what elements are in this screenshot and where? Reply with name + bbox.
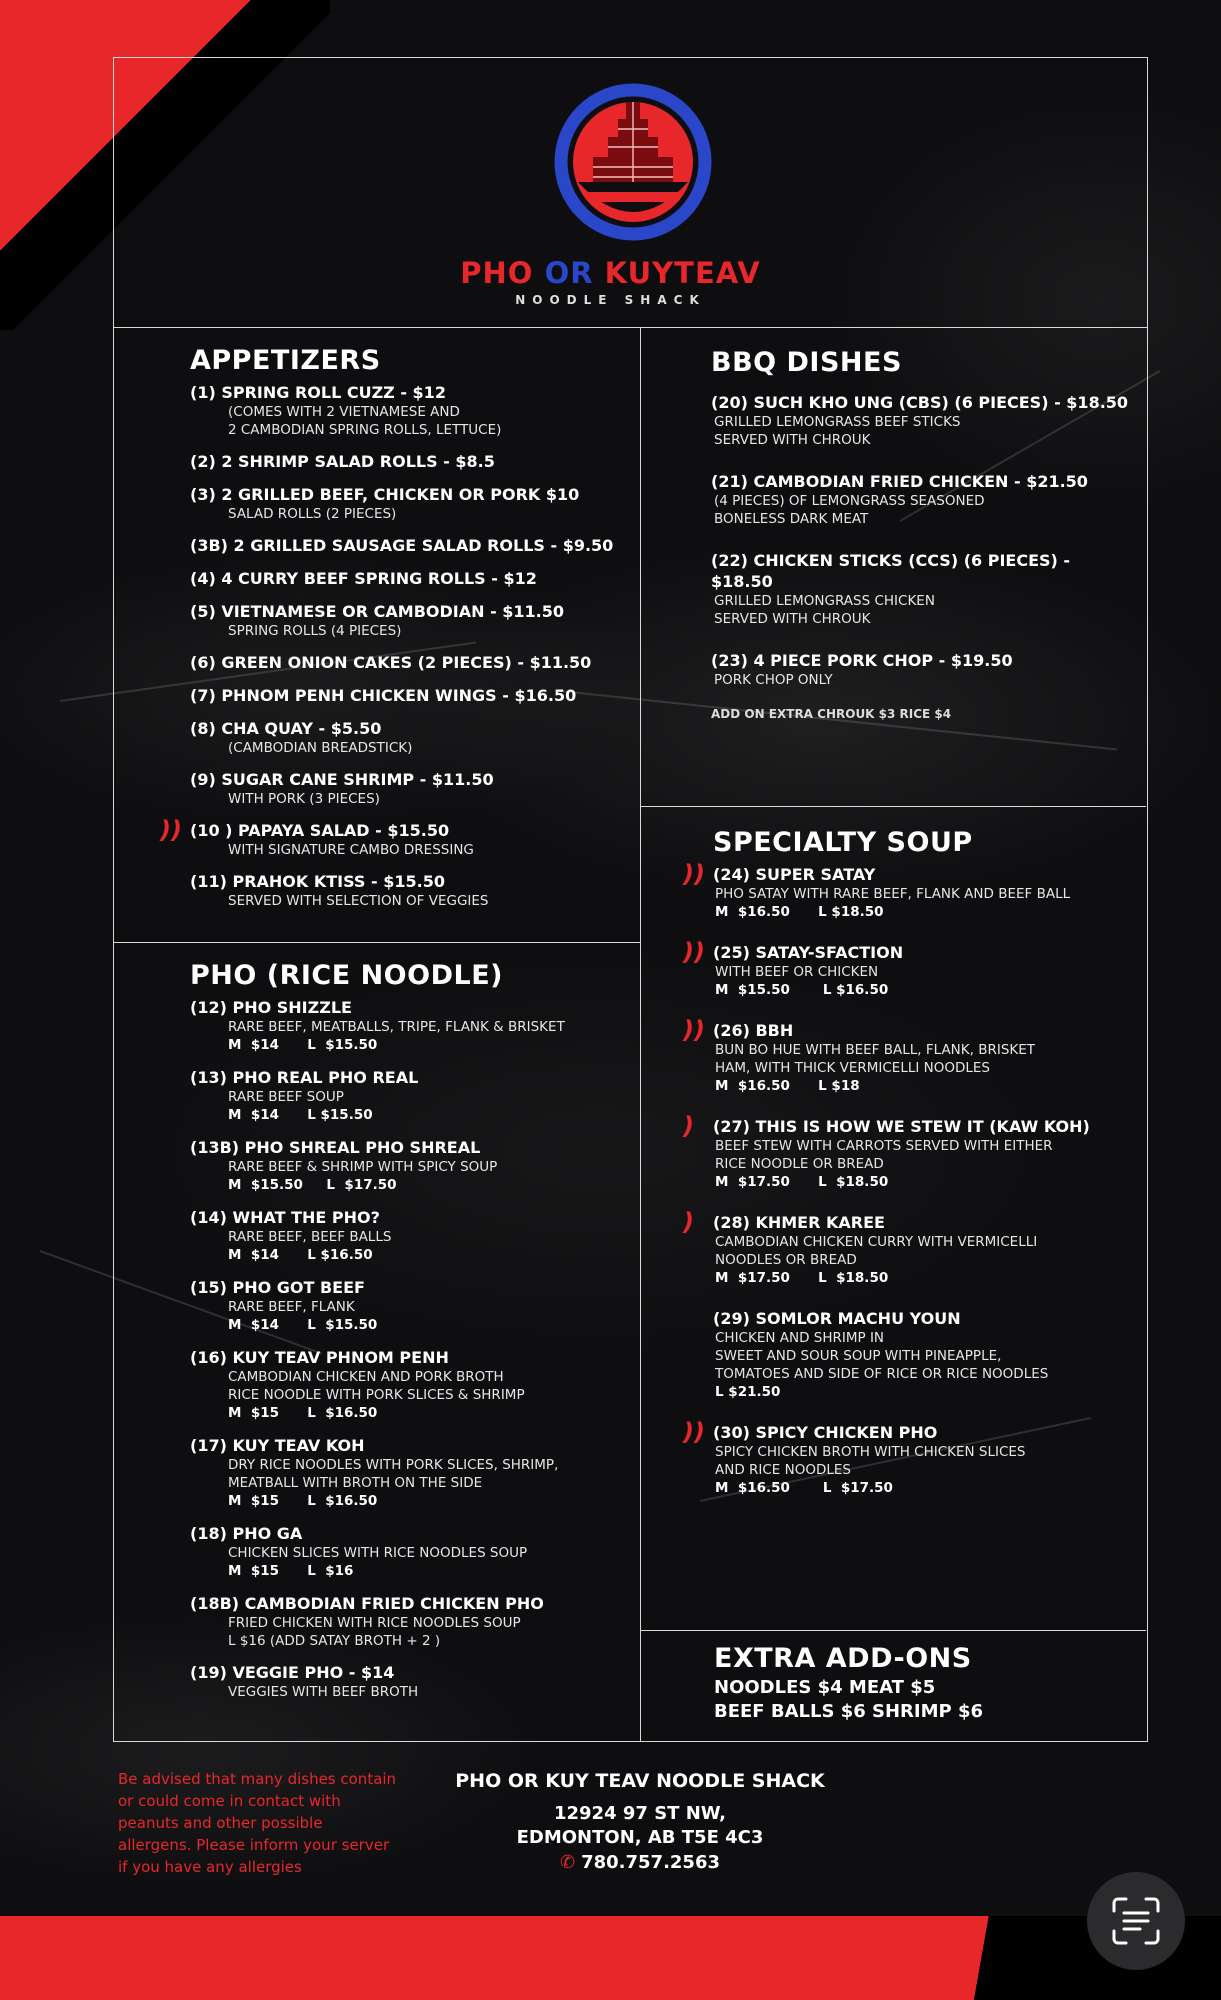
menu-item-name: (10 ) PAPAYA SALAD - $15.50 [190,821,450,840]
footer-restaurant-name: PHO OR KUY TEAV NOODLE SHACK [455,1770,825,1792]
menu-item [683,1016,1133,1096]
menu-item-description: RICE NOODLE OR BREAD [715,1156,884,1172]
menu-item-price: M $15.50 L $17.50 [228,1177,397,1193]
addons-line-1: NOODLES $4 MEAT $5 [714,1677,936,1698]
menu-item-description: SERVED WITH CHROUK [714,432,871,448]
menu-item-name: (8) CHA QUAY - $5.50 [190,719,382,738]
menu-item-description: RARE BEEF & SHRIMP WITH SPICY SOUP [228,1159,498,1175]
menu-item-description: SERVED WITH SELECTION OF VEGGIES [228,893,489,909]
brand-subtitle: NOODLE SHACK [515,293,706,307]
menu-item-name: (13B) PHO SHREAL PHO SHREAL [190,1138,481,1157]
menu-item-description: RARE BEEF SOUP [228,1089,344,1105]
menu-item-name: (28) KHMER KAREE [713,1213,885,1232]
menu-item [190,382,630,439]
section-title: APPETIZERS [190,345,381,376]
menu-item-description: RICE NOODLE WITH PORK SLICES & SHRIMP [228,1387,525,1403]
spicy-indicator-icon: )) [683,1418,705,1446]
divider [113,327,1148,328]
text-scan-icon [1110,1895,1162,1947]
menu-item [160,816,630,859]
menu-item [190,568,630,589]
menu-item-name: (20) SUCH KHO UNG (CBS) (6 PIECES) - $18.50 [711,393,1129,412]
brand-name [0,256,1221,290]
menu-item-name: (11) PRAHOK KTISS - $15.50 [190,872,445,891]
menu-item-description: SALAD ROLLS (2 PIECES) [228,506,397,522]
phone-number: 780.757.2563 [581,1852,720,1873]
menu-item-description: RARE BEEF, BEEF BALLS [228,1229,392,1245]
bbq-section [711,347,1131,721]
footer-phone[interactable] [400,1850,880,1876]
bbq-list [711,392,1131,689]
divider [640,1630,1146,1631]
addons-line-2: BEEF BALLS $6 SHRIMP $6 [714,1701,984,1722]
menu-item-description: AND RICE NOODLES [715,1462,851,1478]
menu-item-name: (27) THIS IS HOW WE STEW IT (KAW KOH) [713,1117,1090,1136]
menu-item-price: M $15 L $16.50 [228,1405,378,1421]
menu-item [190,1435,635,1511]
menu-item [190,652,630,673]
menu-item-description: WITH BEEF OR CHICKEN [715,964,879,980]
section-title: EXTRA ADD-ONS [714,1643,972,1674]
menu-item-name: (25) SATAY-SFACTION [713,943,904,962]
menu-item-description: BEEF STEW WITH CARROTS SERVED WITH EITHER [715,1138,1053,1154]
menu-item [190,484,630,523]
text-scan-button[interactable] [1087,1872,1185,1970]
menu-item-description: HAM, WITH THICK VERMICELLI NOODLES [715,1060,990,1076]
menu-item [190,1067,635,1125]
menu-item [683,1208,1133,1288]
section-title: SPECIALTY SOUP [713,827,973,858]
menu-item [711,471,1131,528]
soup-list [683,860,1133,1498]
menu-item-name: (9) SUGAR CANE SHRIMP - $11.50 [190,770,494,789]
menu-item-description: BONELESS DARK MEAT [714,511,869,527]
menu-item [190,1347,635,1423]
menu-item [190,1523,635,1581]
menu-item-description: SPRING ROLLS (4 PIECES) [228,623,402,639]
menu-item-name: (12) PHO SHIZZLE [190,998,352,1017]
menu-item-description: PHO SATAY WITH RARE BEEF, FLANK AND BEEF BALL [715,886,1071,902]
menu-item-name: (13) PHO REAL PHO REAL [190,1068,419,1087]
menu-item-description: MEATBALL WITH BROTH ON THE SIDE [228,1475,483,1491]
allergy-notice: Be advised that many dishes contain or could come in contact with peanuts and other possible allergens. Please inform your server if you have any allergies [118,1770,397,1876]
menu-item-price: M $15.50 L $16.50 [715,982,889,998]
menu-item-name: (17) KUY TEAV KOH [190,1436,365,1455]
menu-item [190,769,630,808]
menu-item-description: DRY RICE NOODLES WITH PORK SLICES, SHRIMP, [228,1457,559,1473]
menu-item [190,1593,635,1650]
divider [640,806,1146,807]
menu-item-name: (1) SPRING ROLL CUZZ - $12 [190,383,446,402]
menu-item-name: (4) 4 CURRY BEEF SPRING ROLLS - $12 [190,569,537,588]
menu-item-description: GRILLED LEMONGRASS BEEF STICKS [714,414,961,430]
bottom-color-bar [0,1916,1221,2000]
spicy-indicator-icon: )) [683,1016,705,1044]
menu-item [683,938,1133,1000]
menu-item [683,1112,1133,1192]
menu-item [190,1207,635,1265]
menu-item [711,550,1131,628]
menu-item [190,1277,635,1335]
menu-item-price: M $15 L $16.50 [228,1493,378,1509]
menu-item-name: (26) BBH [713,1021,794,1040]
menu-item-description: TOMATOES AND SIDE OF RICE OR RICE NOODLES [715,1366,1049,1382]
menu-item-description: PORK CHOP ONLY [714,672,833,688]
menu-item-name: (19) VEGGIE PHO - $14 [190,1663,395,1682]
menu-item-name: (5) VIETNAMESE OR CAMBODIAN - $11.50 [190,602,565,621]
menu-item-description: L $16 (ADD SATAY BROTH + 2 ) [228,1633,441,1649]
menu-item-name: (14) WHAT THE PHO? [190,1208,380,1227]
menu-item [190,1662,635,1701]
menu-item-price: M $14 L $15.50 [228,1317,378,1333]
menu-item-description: RARE BEEF, FLANK [228,1299,355,1315]
menu-item [711,650,1131,689]
bbq-note: ADD ON EXTRA CHROUK $3 RICE $4 [711,707,952,721]
menu-item-description: NOODLES OR BREAD [715,1252,857,1268]
menu-item-name: (23) 4 PIECE PORK CHOP - $19.50 [711,651,1013,670]
spicy-indicator-icon: ) [683,1112,694,1140]
menu-item-price: M $17.50 L $18.50 [715,1174,889,1190]
menu-item-name: (2) 2 SHRIMP SALAD ROLLS - $8.5 [190,452,495,471]
menu-item [190,1137,635,1195]
menu-item-description: SPICY CHICKEN BROTH WITH CHICKEN SLICES [715,1444,1026,1460]
menu-item-name: (18) PHO GA [190,1524,303,1543]
menu-item-name: (21) CAMBODIAN FRIED CHICKEN - $21.50 [711,472,1088,491]
divider [113,942,641,943]
spicy-indicator-icon: ) [683,1208,694,1236]
menu-item-description: BUN BO HUE WITH BEEF BALL, FLANK, BRISKET [715,1042,1036,1058]
specialty-soup-section [683,827,1133,1518]
menu-item-price: M $14 L $15.50 [228,1107,373,1123]
menu-item-description: GRILLED LEMONGRASS CHICKEN [714,593,935,609]
menu-item-name: (22) CHICKEN STICKS (CCS) (6 PIECES) - $18.50 [711,551,1071,591]
menu-item-description: CAMBODIAN CHICKEN CURRY WITH VERMICELLI [715,1234,1038,1250]
pho-list [190,997,635,1701]
section-title: PHO (RICE NOODLE) [190,960,503,991]
menu-item-name: (3) 2 GRILLED BEEF, CHICKEN OR PORK $10 [190,485,580,504]
extra-addons-section [714,1643,1134,1724]
menu-item-name: (16) KUY TEAV PHNOM PENH [190,1348,449,1367]
menu-item-name: (15) PHO GOT BEEF [190,1278,365,1297]
appetizers-list [160,382,630,910]
menu-item-price: M $14 L $15.50 [228,1037,378,1053]
appetizers-section [160,345,630,922]
menu-item [683,1418,1133,1498]
spicy-indicator-icon: )) [683,860,705,888]
menu-item [713,1308,1133,1402]
menu-item-description: CHICKEN SLICES WITH RICE NOODLES SOUP [228,1545,528,1561]
spicy-indicator-icon: )) [160,816,182,844]
menu-item-description: FRIED CHICKEN WITH RICE NOODLES SOUP [228,1615,521,1631]
menu-item [190,601,630,640]
menu-item-name: (7) PHNOM PENH CHICKEN WINGS - $16.50 [190,686,577,705]
brand-part-pho: PHO [460,256,534,290]
menu-item-price: M $14 L $16.50 [228,1247,373,1263]
restaurant-logo [548,77,718,247]
menu-item [190,871,630,910]
menu-item-description: WITH PORK (3 PIECES) [228,791,380,807]
menu-item [190,451,630,472]
spicy-indicator-icon: )) [683,938,705,966]
menu-item [190,997,635,1055]
menu-item-description: CAMBODIAN CHICKEN AND PORK BROTH [228,1369,504,1385]
divider [640,327,641,1741]
menu-item [190,718,630,757]
menu-item-name: (3B) 2 GRILLED SAUSAGE SALAD ROLLS - $9.50 [190,536,614,555]
menu-item-name: (24) SUPER SATAY [713,865,876,884]
menu-item-name: (18B) CAMBODIAN FRIED CHICKEN PHO [190,1594,544,1613]
menu-item-price: M $16.50 L $18 [715,1078,860,1094]
menu-item-description: RARE BEEF, MEATBALLS, TRIPE, FLANK & BRISKET [228,1019,565,1035]
footer-contact [400,1770,880,1876]
menu-item-price: M $15 L $16 [228,1563,354,1579]
menu-item [711,392,1131,449]
menu-item-description: VEGGIES WITH BEEF BROTH [228,1684,419,1700]
menu-item-description: SERVED WITH CHROUK [714,611,871,627]
brand-part-kuyteav: KUYTEAV [604,256,761,290]
menu-item-name: (30) SPICY CHICKEN PHO [713,1423,938,1442]
menu-item-price: M $16.50 L $18.50 [715,904,884,920]
menu-item-description: (COMES WITH 2 VIETNAMESE AND [228,404,460,420]
menu-item [190,685,630,706]
menu-item-price: M $17.50 L $18.50 [715,1270,889,1286]
menu-item [190,535,630,556]
pho-section [190,960,635,1713]
menu-item-name: (6) GREEN ONION CAKES (2 PIECES) - $11.50 [190,653,592,672]
menu-item-price: M $16.50 L $17.50 [715,1480,893,1496]
phone-icon: ✆ [559,1852,576,1873]
section-title: BBQ DISHES [711,347,902,378]
footer-address-line-2: EDMONTON, AB T5E 4C3 [516,1827,764,1848]
brand-part-or: OR [544,256,594,290]
menu-item-price: L $21.50 [715,1384,781,1400]
menu-item-description: (CAMBODIAN BREADSTICK) [228,740,413,756]
menu-item-name: (29) SOMLOR MACHU YOUN [713,1309,961,1328]
menu-item-description: CHICKEN AND SHRIMP IN [715,1330,885,1346]
menu-item-description: (4 PIECES) OF LEMONGRASS SEASONED [714,493,985,509]
footer-address-line-1: 12924 97 ST NW, [553,1803,726,1824]
menu-item-description: SWEET AND SOUR SOUP WITH PINEAPPLE, [715,1348,1002,1364]
menu-item-description: 2 CAMBODIAN SPRING ROLLS, LETTUCE) [228,422,502,438]
menu-item-description: WITH SIGNATURE CAMBO DRESSING [228,842,474,858]
menu-item [683,860,1133,922]
